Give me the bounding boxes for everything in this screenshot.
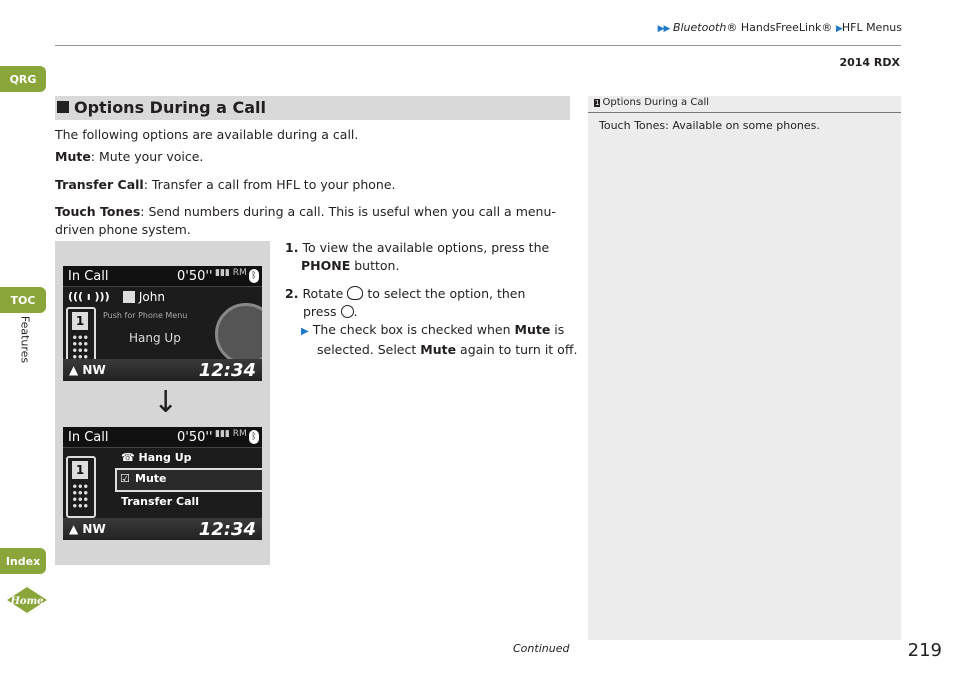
- note-title: Options During a Call: [602, 97, 709, 108]
- screen-title: In Call: [68, 430, 109, 445]
- result-text: selected. Select: [317, 342, 417, 357]
- bluetooth-icon: ᛒ: [249, 269, 259, 283]
- result-text: again to turn it off.: [460, 342, 578, 357]
- intro-text: The following options are available during a call.: [55, 127, 359, 142]
- signal-icon: ▮▮▮ RM: [215, 429, 247, 439]
- result-term: Mute: [420, 342, 457, 357]
- menu-item-hang-up[interactable]: ☎ Hang Up: [121, 451, 192, 464]
- page-number: 219: [907, 640, 942, 661]
- model-label: 2014 RDX: [839, 56, 900, 69]
- option-transfer: [55, 176, 396, 194]
- hang-up-label: Hang Up: [129, 331, 181, 345]
- option-term: Transfer Call: [55, 177, 144, 192]
- steering-wheel-icon: [215, 303, 262, 365]
- breadcrumb-arrow-icon: ▶: [835, 24, 842, 34]
- qrg-tab[interactable]: QRG: [0, 66, 46, 92]
- toc-tab[interactable]: TOC: [0, 287, 46, 313]
- signal-label: RM: [232, 268, 247, 278]
- breadcrumb-handsfreelink[interactable]: ® HandsFreeLink®: [726, 21, 833, 34]
- step-text: Rotate: [302, 286, 344, 301]
- signal-icon: ▮▮▮ RM: [215, 268, 247, 278]
- down-arrow-icon: ↓: [153, 385, 179, 420]
- option-touch-tones: [55, 203, 575, 239]
- compass-label: NW: [82, 363, 106, 377]
- option-mute: [55, 148, 203, 166]
- step-text-tail: button.: [350, 258, 400, 273]
- option-desc: : Send numbers during a call. This is useful when you call a menu-: [140, 204, 556, 219]
- note-header: [594, 97, 709, 108]
- section-title: Options During a Call: [74, 98, 266, 117]
- breadcrumb-arrow-icon: ▶▶: [657, 24, 670, 34]
- continued-label: Continued: [513, 642, 570, 655]
- screen-title: In Call: [68, 269, 109, 284]
- index-tab[interactable]: Index: [0, 548, 46, 574]
- result-text: is: [554, 322, 565, 337]
- call-wave-icon: ((( ı ))): [68, 290, 110, 303]
- step-number: 1.: [285, 240, 299, 255]
- step-text: press: [303, 304, 337, 319]
- rotate-knob-icon: [347, 286, 363, 300]
- menu-item-label: Hang Up: [138, 451, 192, 464]
- keypad-icon: [72, 483, 88, 509]
- press-knob-icon: [341, 305, 354, 318]
- header-divider: [55, 45, 901, 46]
- contact-row: [123, 290, 165, 304]
- section-header: [55, 96, 570, 120]
- compass-direction: ▲ NW: [69, 522, 106, 536]
- menu-item-label: Mute: [135, 472, 167, 485]
- note-number: 1: [595, 99, 600, 107]
- phone-icon: [66, 456, 96, 518]
- step-text: to select the option, then: [367, 286, 526, 301]
- keypad-icon: [72, 334, 88, 360]
- breadcrumb: [658, 21, 902, 34]
- contact-icon: [123, 291, 135, 303]
- result-text: The check box is checked when: [312, 322, 511, 337]
- clock: 12:34: [198, 360, 256, 381]
- step-2: 2. Rotate to select the option, then press . ▶ The check box is checked when Mute is selected. Select Mute again to turn it off.: [285, 286, 578, 357]
- menu-item-transfer-call[interactable]: Transfer Call: [121, 495, 200, 508]
- option-desc-cont: driven phone system.: [55, 222, 191, 237]
- screen-figure: [55, 241, 270, 565]
- in-call-screen: [63, 266, 262, 381]
- breadcrumb-hfl-menus[interactable]: HFL Menus: [841, 21, 902, 34]
- home-icon[interactable]: [6, 586, 48, 614]
- phone-menu-hint: Push for Phone Menu: [103, 311, 188, 320]
- clock: 12:34: [198, 519, 256, 540]
- svg-text:Home: Home: [10, 596, 44, 607]
- option-desc: : Mute your voice.: [90, 149, 204, 164]
- note-panel: [588, 96, 901, 640]
- step-number: 2.: [285, 286, 299, 301]
- option-term: Mute: [55, 149, 91, 164]
- compass-direction: ▲ NW: [69, 363, 106, 377]
- menu-item-mute[interactable]: [115, 468, 262, 492]
- section-bullet-icon: [57, 101, 69, 113]
- call-timer: 0'50'': [177, 269, 213, 284]
- result-term: Mute: [514, 322, 551, 337]
- note-divider: [588, 112, 901, 113]
- option-term: Touch Tones: [55, 204, 141, 219]
- result-arrow-icon: ▶: [301, 326, 309, 337]
- call-timer: 0'50'': [177, 430, 213, 445]
- options-body: [63, 447, 262, 520]
- compass-label: NW: [82, 522, 106, 536]
- checkbox-icon: ☑: [120, 472, 130, 485]
- phone-line-number: 1: [72, 312, 88, 330]
- step-text: To view the available options, press the: [302, 240, 550, 255]
- contact-name: John: [138, 290, 165, 304]
- signal-label: RM: [232, 429, 247, 439]
- step-1: [285, 239, 575, 275]
- option-desc: : Transfer a call from HFL to your phone.: [143, 177, 396, 192]
- note-text: Touch Tones: Available on some phones.: [599, 119, 820, 132]
- status-bar: [63, 518, 262, 540]
- bluetooth-icon: ᛒ: [249, 430, 259, 444]
- breadcrumb-bluetooth[interactable]: Bluetooth: [672, 21, 727, 34]
- phone-line-number: 1: [72, 461, 88, 479]
- phone-button-label: PHONE: [301, 258, 351, 273]
- in-call-body: [63, 286, 262, 359]
- section-side-label: Features: [18, 315, 32, 364]
- status-bar: [63, 359, 262, 381]
- options-screen: [63, 427, 262, 540]
